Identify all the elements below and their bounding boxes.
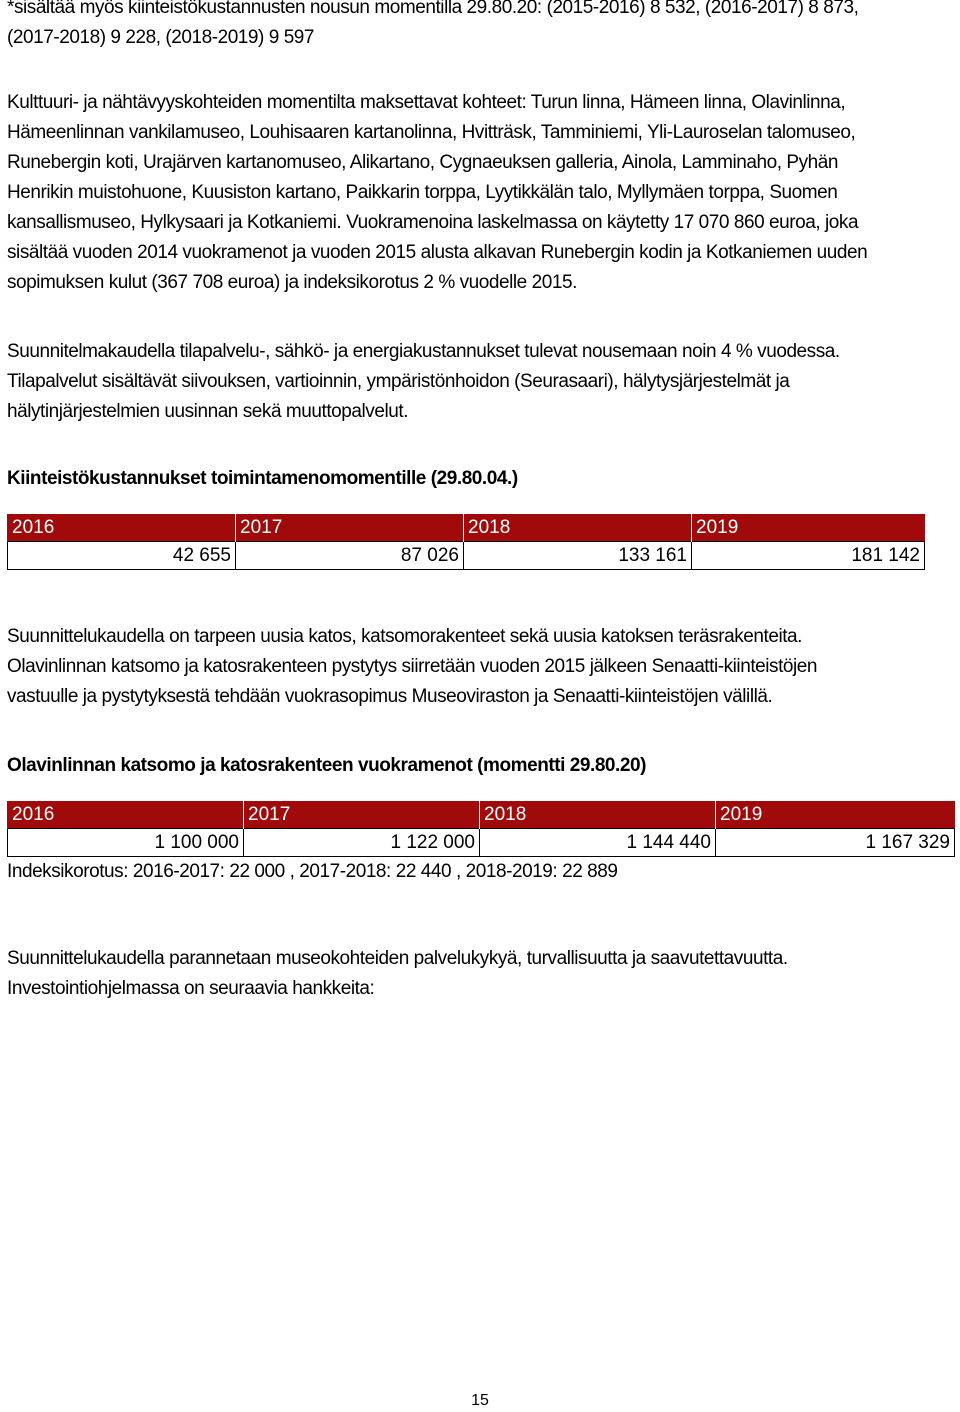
paragraph-line: Hämeenlinnan vankilamuseo, Louhisaaren kartanolinna, Hvitträsk, Tamminiemi, Yli-Lauroselan talomuseo, xyxy=(7,122,856,143)
paragraph-line: Runebergin koti, Urajärven kartanomuseo, Alikartano, Cygnaeuksen galleria, Ainola, Lamminaho, Pyhän xyxy=(7,152,839,173)
paragraph-line: vastuulle ja pystytyksestä tehdään vuokrasopimus Museoviraston ja Senaatti-kiinteistöjen välillä. xyxy=(7,686,773,707)
paragraph-line: Olavinlinnan katsomo ja katosrakenteen pystytys siirretään vuoden 2015 jälkeen Senaatti-kiinteistöjen xyxy=(7,656,818,677)
paragraph-line: kansallismuseo, Hylkysaari ja Kotkaniemi. Vuokramenoina laskelmassa on käytetty 17 070 860 euroa, joka xyxy=(7,212,859,233)
note-top-line: *sisältää myös kiinteistökustannusten nousun momentilla 29.80.20: (2015-2016) 8 532, (2016-2017) 8 873, xyxy=(7,0,859,18)
table-header-row xyxy=(8,514,925,542)
paragraph-line: Investointiohjelmassa on seuraavia hankkeita: xyxy=(7,978,375,999)
olavinlinna-rent-table xyxy=(7,801,955,857)
year-header: 2018 xyxy=(464,514,692,542)
paragraph-line: Henrikin muistohuone, Kuusiston kartano, Paikkarin torppa, Lyytikkälän talo, Myllymäen torppa, Suomen xyxy=(7,182,838,203)
paragraph-line: Tilapalvelut sisältävät siivouksen, vartioinnin, ympäristönhoidon (Seurasaari), hälytysjärjestelmät ja xyxy=(7,371,790,392)
paragraph-line: sisältää vuoden 2014 vuokramenot ja vuoden 2015 alusta alkavan Runebergin kodin ja Kotkaniemen uuden xyxy=(7,242,868,263)
note-top-line: (2017-2018) 9 228, (2018-2019) 9 597 xyxy=(7,27,315,48)
paragraph-line: hälytinjärjestelmien uusinnan sekä muuttopalvelut. xyxy=(7,401,409,422)
year-header: 2019 xyxy=(692,514,925,542)
heading-property-costs: Kiinteistökustannukset toimintamenomomentille (29.80.04.) xyxy=(7,468,518,489)
heading-olavinlinna-rent: Olavinlinnan katsomo ja katosrakenteen vuokramenot (momentti 29.80.20) xyxy=(7,755,646,776)
value-cell: 1 122 000 xyxy=(244,829,480,857)
paragraph-canopy-renewal xyxy=(7,622,953,712)
page-number: 15 xyxy=(471,1392,489,1409)
note-top xyxy=(7,0,953,53)
value-cell: 181 142 xyxy=(692,542,925,570)
table-header-row xyxy=(8,801,955,829)
paragraph-line: Suunnitelmakaudella tilapalvelu-, sähkö- ja energiakustannukset tulevat nousemaan noin 4 % vuodessa. xyxy=(7,341,840,362)
value-cell: 1 100 000 xyxy=(8,829,244,857)
value-cell: 87 026 xyxy=(236,542,464,570)
paragraph-facility-costs xyxy=(7,337,953,427)
value-cell: 1 167 329 xyxy=(716,829,955,857)
paragraph-investments xyxy=(7,944,953,1004)
value-cell: 1 144 440 xyxy=(480,829,716,857)
index-increase-note: Indeksikorotus: 2016-2017: 22 000 , 2017-2018: 22 440 , 2018-2019: 22 889 xyxy=(7,861,618,882)
paragraph-museum-sites xyxy=(7,88,953,298)
year-header: 2016 xyxy=(8,801,244,829)
year-header: 2017 xyxy=(236,514,464,542)
table-value-row xyxy=(8,829,955,857)
year-header: 2017 xyxy=(244,801,480,829)
paragraph-line: Kulttuuri- ja nähtävyyskohteiden momentilta maksettavat kohteet: Turun linna, Hämeen linna, Olavinlinna, xyxy=(7,92,846,113)
year-header: 2016 xyxy=(8,514,236,542)
table-value-row xyxy=(8,542,925,570)
value-cell: 42 655 xyxy=(8,542,236,570)
year-header: 2019 xyxy=(716,801,955,829)
paragraph-line: sopimuksen kulut (367 708 euroa) ja indeksikorotus 2 % vuodelle 2015. xyxy=(7,272,577,293)
property-costs-table xyxy=(7,514,925,570)
paragraph-line: Suunnittelukaudella on tarpeen uusia katos, katsomorakenteet sekä uusia katoksen teräsrakenteita. xyxy=(7,626,802,647)
year-header: 2018 xyxy=(480,801,716,829)
paragraph-line: Suunnittelukaudella parannetaan museokohteiden palvelukykyä, turvallisuutta ja saavutettavuutta. xyxy=(7,948,788,969)
value-cell: 133 161 xyxy=(464,542,692,570)
